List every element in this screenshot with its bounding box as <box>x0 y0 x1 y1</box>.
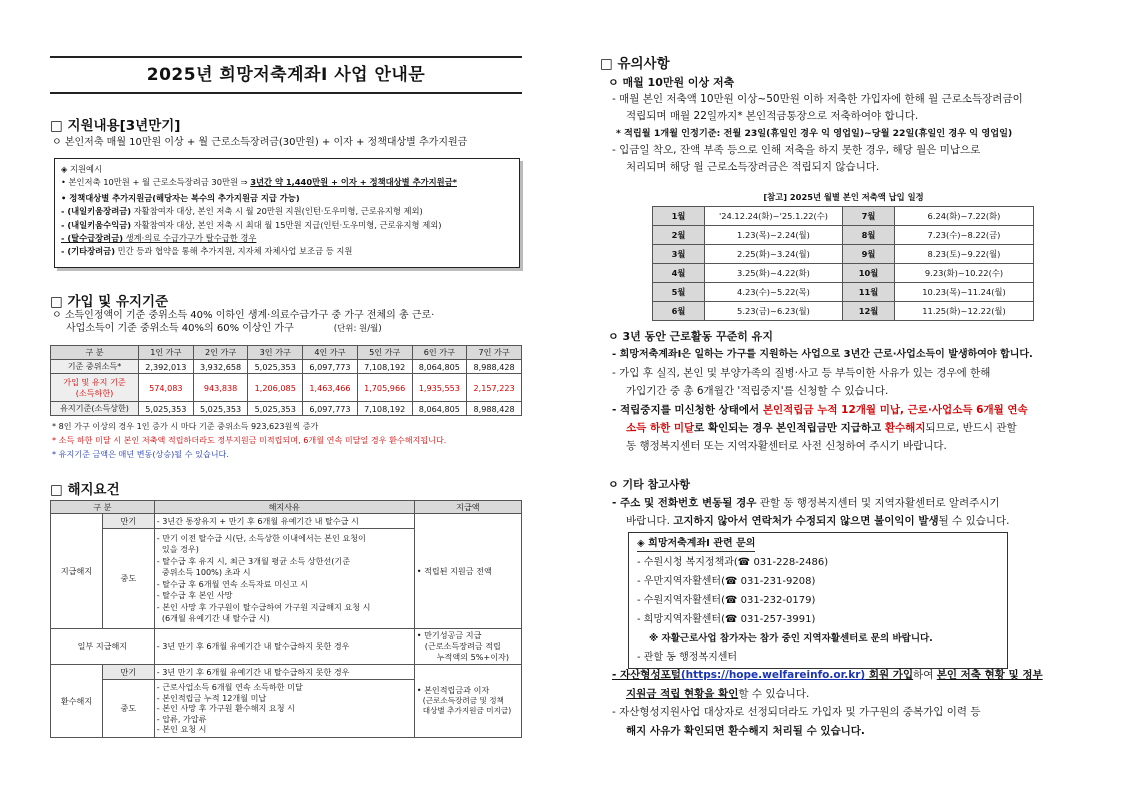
month-cell: 11월 <box>843 283 895 302</box>
text-run: 관할 동 행정복지센터 및 지역자활센터로 알려주시기 <box>756 497 1000 509</box>
text-run: 로 확인되는 경우 본인적립금만 지급하고 <box>694 421 885 434</box>
table-cell: 5,025,353 <box>193 402 248 416</box>
pay-cell <box>414 665 521 738</box>
policy-name: - (탈수급장려금) <box>61 233 124 244</box>
reason-line: - 압류, 가압류 <box>156 713 207 724</box>
row-label-line2: (소득하한) <box>75 387 114 398</box>
caution-s3-text <box>612 494 1010 530</box>
support-example-box <box>54 158 520 268</box>
termination-heading: □ 해지요건 <box>50 482 120 498</box>
text-line: - 입금일 착오, 잔액 부족 등으로 인해 저축을 하지 못한 경우, 해당 월은 미납으로 <box>612 144 981 156</box>
table-header: 6인 가구 <box>412 346 467 360</box>
note-line: * 소득 하한 미달 시 본인 저축액 적립하더라도 정부지원금 미적립되며, 6개월 연속 미달일 경우 환수해지됩니다. <box>52 435 447 445</box>
text-run: 되므로, 반드시 관할 <box>925 421 1017 434</box>
month-cell: 7월 <box>843 207 895 226</box>
text-run: 지원금 적립 현황을 확인 <box>626 687 739 700</box>
month-cell: 5월 <box>653 283 705 302</box>
table-header: 2인 가구 <box>193 346 248 360</box>
reason-line: - 탈수급 후 6개월 연속 소득자료 미신고 시 <box>156 578 308 589</box>
table-row <box>653 302 1034 321</box>
text-line <box>612 685 1043 704</box>
example-line-a: • 본인저축 10만원 + 월 근로소득장려금 30만원 ⇒ <box>61 177 251 188</box>
text-line: - 희망저축계좌Ⅰ은 일하는 가구를 지원하는 사업으로 3년간 근로·사업소득이 발생하여야 합니다. <box>612 349 1033 360</box>
table-row <box>653 226 1034 245</box>
contact-item: - 수원시청 복지정책과(☎ 031-228-2486) <box>637 557 829 568</box>
pay-line: (근로소득장려금 및 정책 <box>422 695 504 705</box>
table-row <box>51 402 522 416</box>
text-line <box>612 419 1033 437</box>
table-header: 지급액 <box>414 501 521 514</box>
table-cell: 5,025,353 <box>248 402 303 416</box>
table-cell: 3,932,658 <box>193 360 248 374</box>
cautions-heading: □ 유의사항 <box>600 56 670 72</box>
text-run: 소득 하한 미달 <box>626 421 695 434</box>
table-header-row <box>51 346 522 360</box>
policy-item <box>61 219 513 232</box>
text-line <box>612 512 1010 530</box>
row-label <box>51 374 139 402</box>
table-header: 3인 가구 <box>248 346 303 360</box>
table-cell: 8,988,428 <box>467 402 522 416</box>
caution-s1: ㅇ 매월 10만원 이상 저축 <box>608 76 735 89</box>
caution-s1-text <box>612 91 1023 176</box>
row-label: 유지기준(소득상한) <box>51 402 139 416</box>
contact-item: - 관할 동 행정복지센터 <box>637 652 738 663</box>
text-run: 될 수 있습니다. <box>938 515 1010 527</box>
reason-cell: - 3년간 통장유지 + 만기 후 6개월 유예기간 내 탈수급 시 <box>154 514 414 529</box>
date-cell: 8.23(토)~9.22(월) <box>895 245 1034 264</box>
pay-line: (근로소득장려금 적립 <box>424 641 501 651</box>
table-header-row <box>51 501 522 514</box>
note-line: * 8인 가구 이상의 경우 1인 증가 시 마다 기준 중위소득 923,623원씩 증가 <box>52 421 319 431</box>
example-line-b: 3년간 약 1,440만원 + 이자 + 정책대상별 추가지원금* <box>250 177 457 188</box>
contact-item: - 수원지역자활센터(☎ 031-232-0179) <box>637 595 816 606</box>
text-run: 환수해지 <box>884 421 926 434</box>
policy-desc: 생계·의료 수급가구가 탈수급한 경우 <box>123 233 257 244</box>
table-header: 구 분 <box>51 346 139 360</box>
month-cell: 12월 <box>843 302 895 321</box>
date-cell: 9.23(화)~10.22(수) <box>895 264 1034 283</box>
policy-desc: 자활참여자 대상, 본인 저축 시 최대 월 15만원 지급(인턴·도우미형, 근로유지형 제외) <box>131 219 442 230</box>
caution-s3-more <box>612 666 1043 740</box>
policy-title: • 정책대상별 추가지원금(해당자는 복수의 추가지원금 지급 가능) <box>61 192 300 203</box>
eligibility-line1: ㅇ 소득인정액이 기준 중위소득 40% 이하인 생계·의료수급가구 중 가구 전체의 총 근로· <box>52 310 435 321</box>
text-run: 바랍니다. <box>626 515 674 527</box>
table-cell: 6,097,773 <box>303 360 358 374</box>
type-label: 중도 <box>103 680 155 738</box>
policy-item <box>61 205 513 218</box>
contact-note: ※ 자활근로사업 참가자는 참가 중인 지역자활센터로 문의 바랍니다. <box>649 633 933 644</box>
row-label-line1: 가입 및 유지 기준 <box>63 376 126 387</box>
date-cell: 11.25(화)~12.22(월) <box>895 302 1034 321</box>
table-cell: 1,935,553 <box>412 374 467 402</box>
policy-desc: 자활참여자 대상, 본인 저축 시 월 20만원 지원(인턴·도우미형, 근로유지형 제외) <box>131 206 423 217</box>
table-cell: 1,463,466 <box>303 374 358 402</box>
text-run: - 적립중지를 미신청한 상태에서 <box>612 403 763 416</box>
reason-cell: - 3년 만기 후 6개월 유예기간 내 탈수급하지 못한 경우 <box>154 665 414 680</box>
pay-line: 누적액의 5%+이자) <box>436 652 509 662</box>
table-row <box>653 264 1034 283</box>
table-header: 구 분 <box>51 501 155 514</box>
table-row <box>653 207 1034 226</box>
reason-line: - 본인 사망 후 가구원이 탈수급하여 가구원 지급해지 요청 시 <box>156 601 371 612</box>
table-cell: 943,838 <box>193 374 248 402</box>
table-cell: 1,206,085 <box>248 374 303 402</box>
reason-line: - 만기 이전 탈수급 시(단, 소득상한 이내에서는 본인 요청이 <box>156 532 366 543</box>
type-label: 만기 <box>103 514 155 529</box>
date-cell: 10.23(목)~11.24(월) <box>895 283 1034 302</box>
contact-title: ◈ 희망저축계좌Ⅰ 관련 문의 <box>637 536 755 552</box>
example-line <box>61 176 513 189</box>
text-line: - 매월 본인 저축액 10만원 이상~50만원 이하 저축한 가입자에 한해 월 근로소득장려금이 <box>612 93 1023 105</box>
table-cell: 8,988,428 <box>467 360 522 374</box>
text-line: 처리되며 해당 월 근로소득장려금은 적립되지 않습니다. <box>626 161 880 173</box>
table-row <box>51 360 522 374</box>
month-cell: 6월 <box>653 302 705 321</box>
reason-line: (6개월 유예기간 내 탈수급 시) <box>156 613 270 623</box>
reason-cell: - 3년 만기 후 6개월 유예기간 내 탈수급하지 못한 경우 <box>154 629 414 665</box>
table-header: 해지사유 <box>154 501 414 514</box>
table-cell: 8,064,805 <box>412 402 467 416</box>
date-cell: 2.25(화)~3.24(월) <box>705 245 843 264</box>
contact-box <box>628 532 1008 669</box>
text-run: 본인적립금 누적 12개월 미납, 근로·사업소득 6개월 연속 <box>762 403 1028 416</box>
text-line: 적립되며 매월 22일까지* 본인적금통장으로 저축하여야 합니다. <box>626 110 919 122</box>
table-row <box>653 245 1034 264</box>
month-cell: 8월 <box>843 226 895 245</box>
note-line: * 유지기준 금액은 매년 변동(상승)될 수 있습니다. <box>52 449 229 459</box>
pay-line: • 본인적립금과 이자 <box>416 685 490 696</box>
text-line: * 적립월 1개월 인정기준: 전월 23일(휴일인 경우 익 영업일)~당월 22일(휴일인 경우 익 영업일) <box>616 128 1013 139</box>
type-label: 중도 <box>103 529 155 629</box>
table-cell: 5,025,353 <box>248 360 303 374</box>
text-line <box>612 494 1010 512</box>
pay-cell <box>414 629 521 665</box>
eligibility-text <box>52 309 434 336</box>
table-cell: 7,108,192 <box>357 360 412 374</box>
table-cell: 2,157,223 <box>467 374 522 402</box>
portal-link[interactable]: (https://hope.welfareinfo.or.kr) <box>680 669 866 681</box>
text-line: 동 행정복지센터 또는 지역자활센터로 사전 신청하여 주시기 바랍니다. <box>626 440 947 453</box>
caution-s3: ㅇ 기타 참고사항 <box>608 478 691 491</box>
row-label: 기준 중위소득* <box>51 360 139 374</box>
date-cell: 3.25(화)~4.22(화) <box>705 264 843 283</box>
text-run: 본인 저축 현황 및 정부 <box>936 669 1043 681</box>
text-line <box>612 666 1043 685</box>
eligibility-line2-row <box>52 322 434 336</box>
type-label: 만기 <box>103 665 155 680</box>
date-cell: 4.23(수)~5.22(목) <box>705 283 843 302</box>
example-title: ◈ 지원예시 <box>61 164 103 174</box>
caution-s2-text <box>612 346 1033 455</box>
text-line: 해지 사유가 확인되면 환수해지 처리될 수 있습니다. <box>626 724 865 737</box>
eligibility-table <box>50 345 522 416</box>
table-cell: 1,705,966 <box>357 374 412 402</box>
table-cell: 574,083 <box>139 374 194 402</box>
text-line: - 자산형성지원사업 대상자로 선정되더라도 가입자 및 가구원의 중복가입 이력 등 <box>612 706 981 718</box>
reason-line: - 본인 사망 후 가구원 환수해지 요청 시 <box>156 703 295 714</box>
schedule-table <box>652 206 1034 321</box>
policy-item <box>61 232 513 245</box>
policy-name: - (기타장려금) <box>61 246 115 257</box>
pay-line: • 만기성공금 지급 <box>416 630 482 640</box>
text-run: 회원 가입 <box>865 669 914 681</box>
eligibility-heading: □ 가입 및 유지기준 <box>50 294 169 310</box>
policy-item <box>61 245 513 258</box>
month-cell: 10월 <box>843 264 895 283</box>
table-cell: 8,064,805 <box>412 360 467 374</box>
support-heading: □ 지원내용[3년만기] <box>50 118 181 134</box>
page-title: 2025년 희망저축계좌Ⅰ 사업 안내문 <box>146 65 426 85</box>
table-row <box>51 514 522 529</box>
policy-desc: 민간 등과 협약을 통해 추가지원, 지자체 자체사업 보조금 등 지원 <box>115 246 353 257</box>
support-summary: ㅇ 본인저축 매월 10만원 이상 + 월 근로소득장려금(30만원) + 이자 + 정책대상별 추가지원금 <box>52 137 468 148</box>
table-row <box>51 665 522 680</box>
eligibility-notes <box>52 419 446 461</box>
table-row <box>51 629 522 665</box>
termination-table <box>50 500 522 738</box>
date-cell: 6.24(화)~7.22(화) <box>895 207 1034 226</box>
title-box <box>50 56 522 94</box>
text-line: - 가입 후 실직, 본인 및 부양가족의 질병·사고 등 부득이한 사유가 있는 경우에 한해 <box>612 367 991 380</box>
policy-name: - (내일키움장려금) <box>61 206 132 217</box>
schedule-title: [참고] 2025년 월별 본인 저축액 납입 일정 <box>763 192 924 202</box>
date-cell: 1.23(목)~2.24(월) <box>705 226 843 245</box>
reason-line: - 본인 요청 시 <box>156 724 207 735</box>
group-label: 일부 지급해지 <box>51 629 155 665</box>
table-cell: 5,025,353 <box>139 402 194 416</box>
eligibility-line2: 사업소득이 기준 중위소득 40%의 60% 이상인 가구 <box>66 323 294 334</box>
policy-name: - (내일키움수익금) <box>61 219 132 230</box>
text-run: 고지하지 않아서 연락처가 수정되지 않으면 불이익이 발생 <box>673 515 939 527</box>
text-line: 가입기간 중 총 6개월간 '적립중지'를 신청할 수 있습니다. <box>626 385 889 398</box>
month-cell: 4월 <box>653 264 705 283</box>
contact-item: - 희망지역자활센터(☎ 031-257-3991) <box>637 614 816 625</box>
reason-line: - 근로사업소득 6개월 연속 소득하한 미달 <box>156 682 303 693</box>
table-row <box>51 374 522 402</box>
contact-item: - 우만지역자활센터(☎ 031-231-9208) <box>637 576 816 587</box>
table-cell: 2,392,013 <box>139 360 194 374</box>
table-header: 7인 가구 <box>467 346 522 360</box>
month-cell: 1월 <box>653 207 705 226</box>
month-cell: 9월 <box>843 245 895 264</box>
date-cell: 7.23(수)~8.22(금) <box>895 226 1034 245</box>
pay-cell: • 적립된 지원금 전액 <box>414 514 521 629</box>
reason-line: - 탈수급 후 본인 사망 <box>156 590 233 600</box>
pay-line: 대상별 추가지원금 미지급) <box>422 706 512 716</box>
table-row <box>653 283 1034 302</box>
group-label: 지급해지 <box>51 514 103 629</box>
text-run: 하여 <box>913 669 937 681</box>
reason-line: - 탈수급 후 유지 시, 최근 3개월 평균 소득 상한선(기준 <box>156 555 351 566</box>
text-run: - 자산형성포털 <box>612 669 681 681</box>
reason-cell <box>154 680 414 738</box>
reason-line: 있을 경우) <box>156 544 199 554</box>
table-header: 4인 가구 <box>303 346 358 360</box>
unit-label: (단위: 원/월) <box>333 324 382 334</box>
text-line <box>612 401 1033 419</box>
table-header: 5인 가구 <box>357 346 412 360</box>
table-header: 1인 가구 <box>139 346 194 360</box>
month-cell: 3월 <box>653 245 705 264</box>
caution-s2: ㅇ 3년 동안 근로활동 꾸준히 유지 <box>608 330 773 343</box>
text-run: - 주소 및 전화번호 변동될 경우 <box>612 497 757 509</box>
reason-line: 중위소득 100%) 초과 시 <box>156 567 251 577</box>
table-cell: 7,108,192 <box>357 402 412 416</box>
date-cell: 5.23(금)~6.23(월) <box>705 302 843 321</box>
month-cell: 2월 <box>653 226 705 245</box>
date-cell: '24.12.24(화)~'25.1.22(수) <box>705 207 843 226</box>
group-label: 환수해지 <box>51 665 103 738</box>
reason-cell <box>154 529 414 629</box>
table-cell: 6,097,773 <box>303 402 358 416</box>
reason-line: - 본인적립금 누적 12개월 미납 <box>156 692 267 703</box>
text-run: 할 수 있습니다. <box>738 687 810 700</box>
